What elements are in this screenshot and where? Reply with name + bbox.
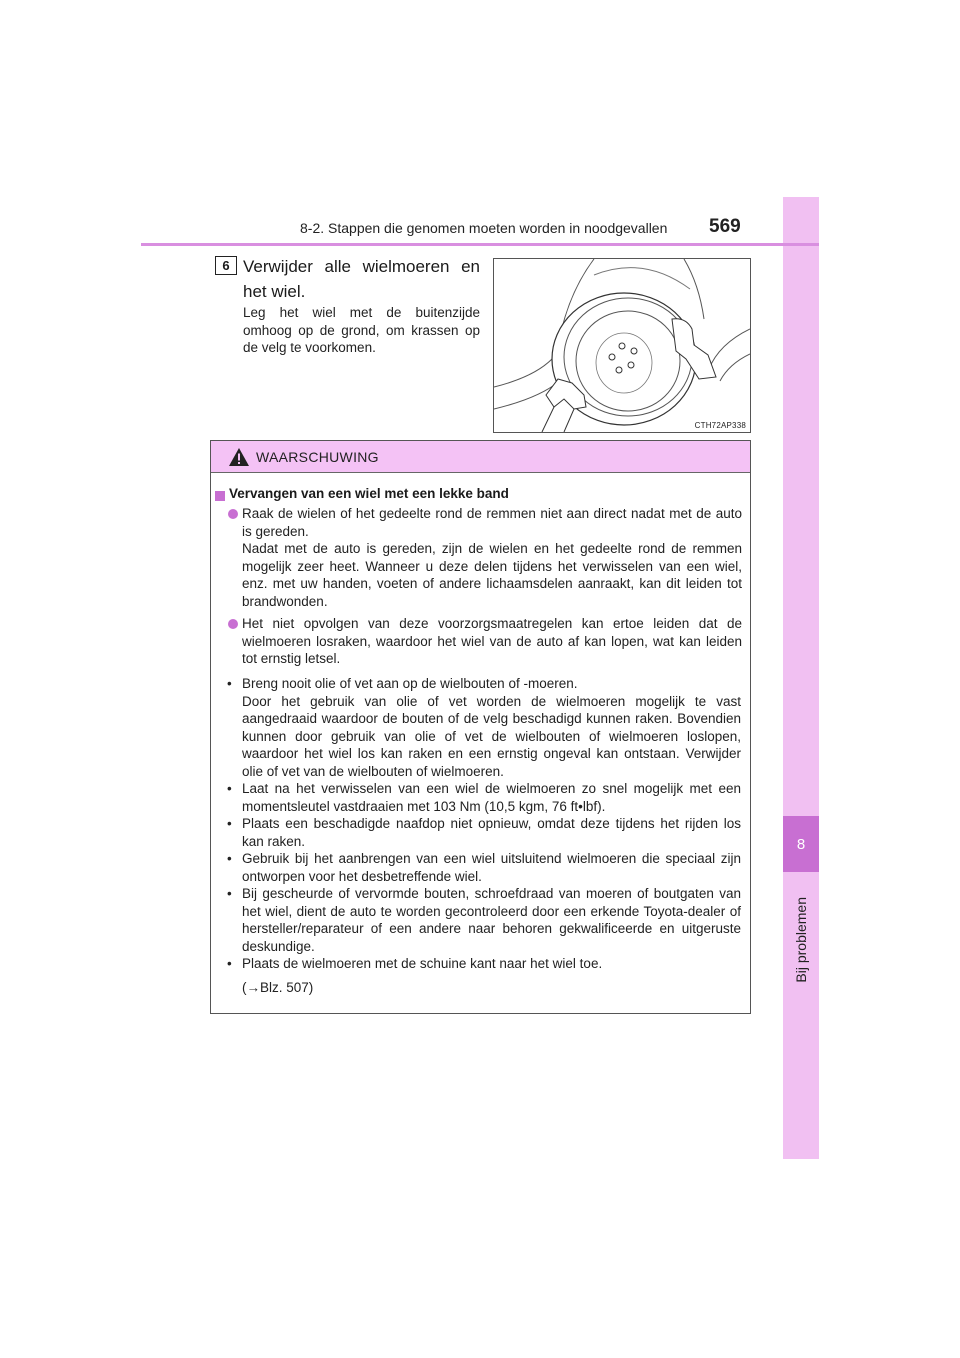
- list-item-detail: Door het gebruik van olie of vet worden de wielmoeren mogelijk te vast aangedraaid waardoor de bouten of de velg beschadigd kunnen raken. Bovendien kunnen door gebruik van olie of vet de wielbouten of wielmoeren loslopen, waardoor het wiel los kan raken en een ernstig ongeval kan ontstaan. Verwijder olie of vet van de wielbouten of wielmoeren.: [242, 693, 741, 779]
- chapter-title: Bij problemen: [793, 897, 809, 983]
- list-item: • Breng nooit olie of vet aan op de wielbouten of -moeren. Door het gebruik van olie of vet worden de wielmoeren mogelijk te vast aangedraaid waardoor de bouten of de velg beschadigd kunnen raken. Bovendien kunnen door gebruik van olie of vet de wielbouten of wielmoeren loslopen, waardoor het wiel los kan raken en een ernstig ongeval kan ontstaan. Verwijder olie of vet van de wielbouten of wielmoeren.: [227, 676, 741, 779]
- warning-point: Raak de wielen of het gedeelte rond de remmen niet aan direct nadat met de auto is gereden.: [242, 506, 742, 539]
- point-bullet-icon: [228, 619, 238, 629]
- list-item: • Gebruik bij het aanbrengen van een wiel uitsluitend wielmoeren die speciaal zijn ontworpen voor het desbetreffende wiel.: [227, 851, 741, 884]
- step-description: Leg het wiel met de buitenzijde omhoog op de grond, om krassen op de velg te voorkomen.: [243, 305, 480, 355]
- precautions-list: [225, 675, 741, 996]
- list-item: • Laat na het verwisselen van een wiel de wielmoeren zo snel mogelijk met een momentsleutel vastdraaien met 103 Nm (10,5 kgm, 76 ft•lbf).: [227, 781, 741, 814]
- wheel-removal-illustration: [493, 258, 751, 433]
- step-number-badge: 6: [215, 256, 237, 275]
- list-item: • Bij gescheurde of vervormde bouten, schroefdraad van moeren of boutgaten van het wiel, dient de auto te worden gecontroleerd door een erkende Toyota-dealer of hersteller/reparateur of een andere naar behoren gekwalificeerde en uitgeruste deskundige.: [227, 886, 741, 954]
- warning-point-detail: Nadat met de auto is gereden, zijn de wielen en het gedeelte rond de remmen mogelijk zeer heet. Wanneer u deze delen tijdens het verwisselen van een wiel, enz. met uw handen, voeten of andere lichaamsdelen aanraakt, kan dit leiden tot brandwonden.: [242, 541, 742, 609]
- warning-subheading: Vervangen van een wiel met een lekke band: [229, 486, 509, 501]
- warning-triangle-icon: [228, 447, 250, 467]
- point-bullet-icon: [228, 509, 238, 519]
- page-number: 569: [709, 216, 741, 237]
- warning-header: [211, 441, 750, 473]
- step-title: Verwijder alle wielmoeren en het wiel.: [243, 257, 480, 301]
- wheel-drawing: [494, 259, 750, 432]
- list-item: • Plaats de wielmoeren met de schuine kant naar het wiel toe. (→Blz. 507): [225, 955, 741, 996]
- subheading-square-icon: [215, 491, 225, 501]
- warning-title: WAARSCHUWING: [256, 449, 379, 465]
- list-item: • Plaats een beschadigde naafdop niet opnieuw, omdat deze tijdens het rijden los kan raken.: [227, 816, 741, 849]
- chapter-title-container: [783, 880, 819, 1000]
- chapter-side-tab: [783, 197, 819, 1159]
- header-divider: [141, 243, 819, 246]
- page-reference: (→Blz. 507): [242, 979, 314, 995]
- warning-box: [210, 440, 751, 1014]
- illustration-code: CTH72AP338: [694, 421, 746, 430]
- chapter-number: 8: [783, 816, 819, 872]
- warning-point: Het niet opvolgen van deze voorzorgsmaatregelen kan ertoe leiden dat de wielmoeren losraken, waardoor het wiel van de auto af kan lopen, wat kan leiden tot ernstig letsel.: [242, 616, 742, 666]
- section-title: 8-2. Stappen die genomen moeten worden in noodgevallen: [300, 220, 668, 236]
